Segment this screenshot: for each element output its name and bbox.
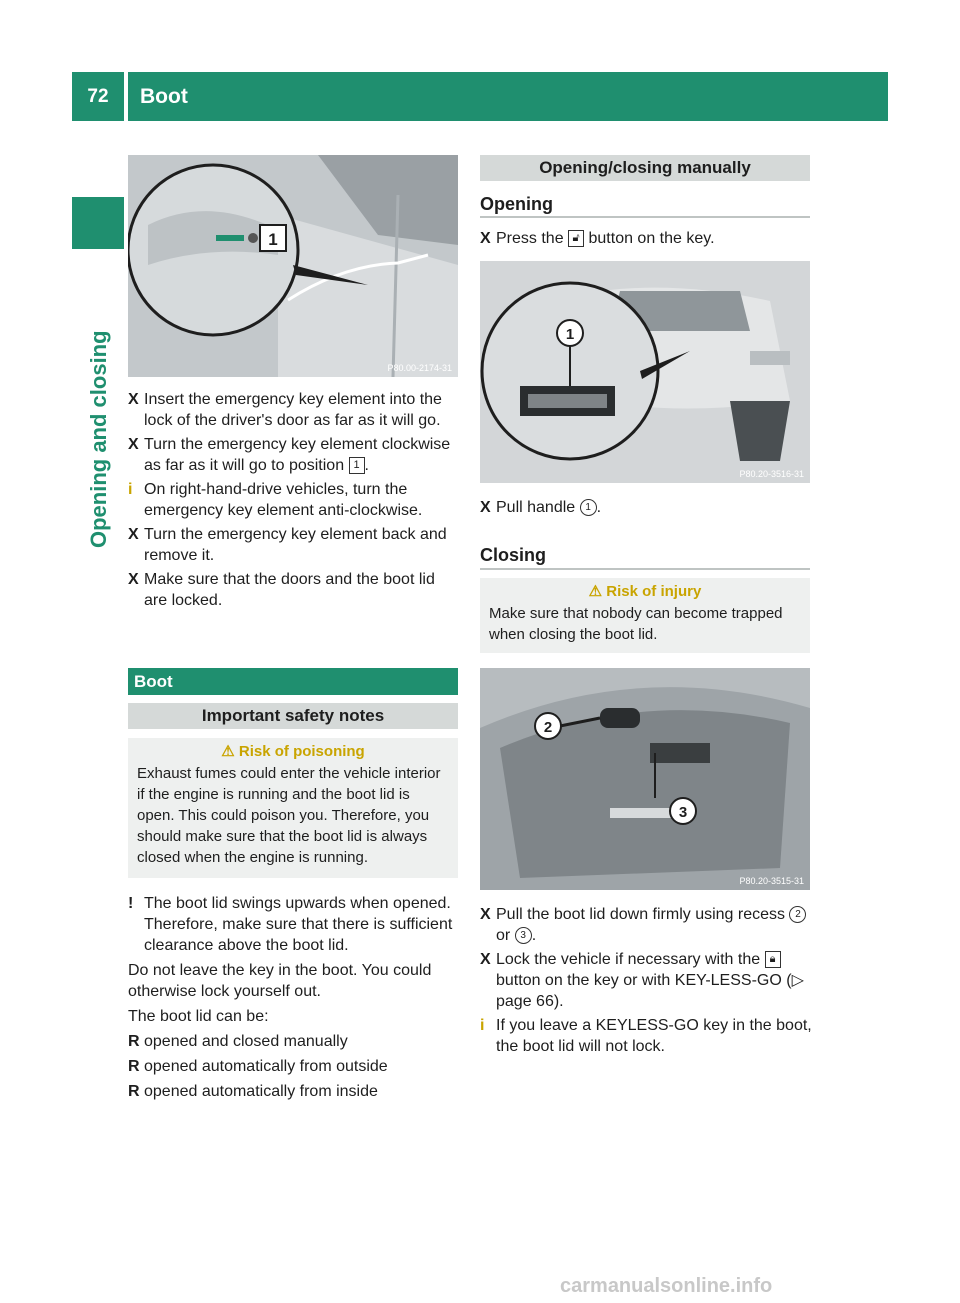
heading-closing: Closing [480, 545, 546, 565]
subsection-title: Important safety notes [128, 703, 458, 729]
boot-lid-figure [480, 668, 810, 890]
section-title-manual: Opening/closing manually [480, 155, 810, 181]
paragraph-key: Do not leave the key in the boot. You could otherwise lock yourself out. [128, 962, 432, 1000]
step-turn-key: X Turn the emergency key element clockwise as far as it will go to position 1 . [128, 436, 451, 474]
paragraph-lid: The boot lid can be: [128, 1008, 269, 1025]
step-pull-lid-down: X Pull the boot lid down firmly using recess 2 or 3 . [480, 904, 812, 946]
divider [480, 568, 810, 570]
warning-poisoning: ⚠ Risk of poisoning Exhaust fumes could enter the vehicle interior if the engine is running and the boot lid is open. This could poison you. Therefore, you should make sure that the boot lid is always closed when the engine is running. [128, 738, 458, 878]
step-pull-handle: X Pull handle 1 . [480, 499, 602, 516]
step-insert-key: X Insert the emergency key element into the lock of the driver's door as far as it will go. [128, 391, 442, 429]
step-turn-back: X Turn the emergency key element back and remove it. [128, 526, 447, 564]
figure-code: P80.20-3516-31 [739, 469, 804, 479]
svg-text:1: 1 [268, 230, 278, 249]
chapter-tab [72, 197, 124, 249]
svg-text:1: 1 [565, 326, 575, 343]
svg-text:2: 2 [543, 719, 553, 736]
section-title-boot: Boot [128, 668, 458, 695]
svg-text:3: 3 [678, 804, 688, 821]
page-number: 72 [72, 72, 124, 121]
figure-code: P80.00-2174-31 [387, 363, 452, 373]
chapter-label: Opening and closing [86, 330, 111, 548]
warning-icon: ⚠ [588, 583, 603, 600]
list-item: R opened automatically from outside [128, 1058, 388, 1075]
warning-injury: ⚠ Risk of injury Make sure that nobody can become trapped when closing the boot lid. [480, 578, 810, 653]
lock-icon: 🔒︎ [765, 951, 781, 968]
page-link[interactable]: page 66). [496, 993, 564, 1010]
step-lock-vehicle: X Lock the vehicle if necessary with the 🔒︎ button on the key or with KEY-LESS-GO (▷ page 66). [480, 951, 804, 1010]
step-press-unlock: X Press the 🔓︎ button on the key. [480, 230, 715, 247]
divider [480, 216, 810, 218]
unlock-icon: 🔓︎ [568, 230, 584, 247]
info-rhd: i On right-hand-drive vehicles, turn the emergency key element anti-clockwise. [128, 481, 423, 519]
page-ref-arrow-icon: ▷ [791, 972, 804, 989]
step-check-locked: X Make sure that the doors and the boot lid are locked. [128, 571, 435, 609]
boot-handle-figure [480, 261, 810, 483]
list-item: R opened and closed manually [128, 1033, 348, 1050]
list-item: R opened automatically from inside [128, 1083, 378, 1100]
watermark: carmanualsonline.info [560, 1275, 773, 1297]
page-title: Boot [128, 72, 888, 121]
door-lock-figure [128, 155, 458, 377]
figure-code: P80.20-3515-31 [739, 876, 804, 886]
heading-opening: Opening [480, 194, 553, 214]
note-clearance: ! The boot lid swings upwards when opened. Therefore, make sure that there is sufficient clearance above the boot lid. [128, 895, 453, 954]
info-keyless: i If you leave a KEYLESS-GO key in the boot, the boot lid will not lock. [480, 1017, 812, 1055]
warning-icon: ⚠ [221, 743, 235, 760]
